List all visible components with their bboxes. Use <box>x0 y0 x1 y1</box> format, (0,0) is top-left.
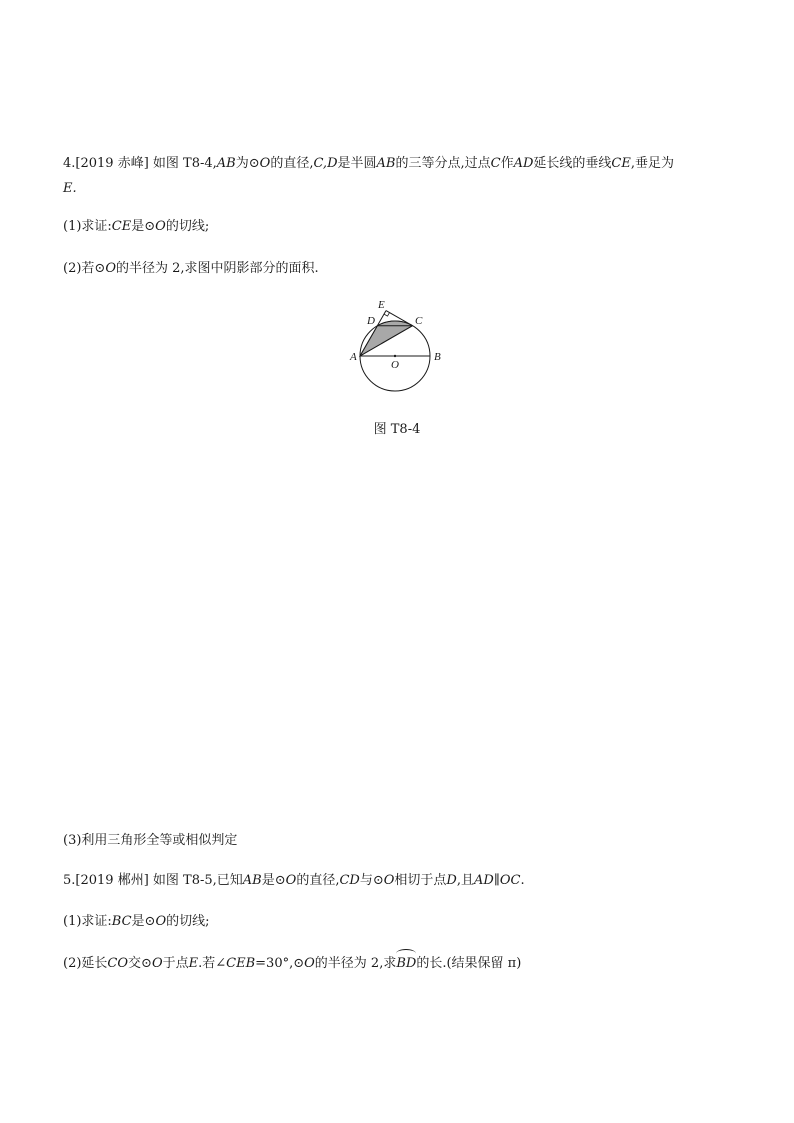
label-d: D <box>367 315 375 327</box>
label-c: C <box>415 315 423 327</box>
geometry-figure-t8-4 <box>340 292 460 407</box>
label-o: O <box>391 359 399 371</box>
arc-mark <box>396 949 416 958</box>
problem-5-statement: 5.[2019 郴州] 如图 T8-5,已知AB是⊙O的直径,CD与⊙O相切于点D,且AD∥OC. <box>63 873 525 888</box>
label-b: B <box>434 351 441 363</box>
problem-4-part-2: (2)若⊙O的半径为 2,求图中阴影部分的面积. <box>63 261 319 276</box>
problem-5-part-1: (1)求证:BC是⊙O的切线; <box>63 914 210 929</box>
problem-5-part-2: (2)延长CO交⊙O于点E.若∠CEB=30°,⊙O的半径为 2,求 BD的长.(结果保留 π) <box>63 955 521 973</box>
label-a: A <box>350 351 357 363</box>
figure-caption: 图 T8-4 <box>373 422 421 437</box>
hint-text: (3)利用三角形全等或相似判定 <box>63 833 238 848</box>
arc-bd: BD <box>396 955 416 973</box>
problem-4-part-1: (1)求证:CE是⊙O的切线; <box>63 219 210 234</box>
problem-4-statement-cont: E. <box>63 181 77 196</box>
problem-4-statement: 4.[2019 赤峰] 如图 T8-4,AB为⊙O的直径,C,D是半圆AB的三等分点,过点C作AD延长线的垂线CE,垂足为 <box>63 156 674 171</box>
center-point <box>394 355 396 357</box>
label-e: E <box>378 299 385 311</box>
